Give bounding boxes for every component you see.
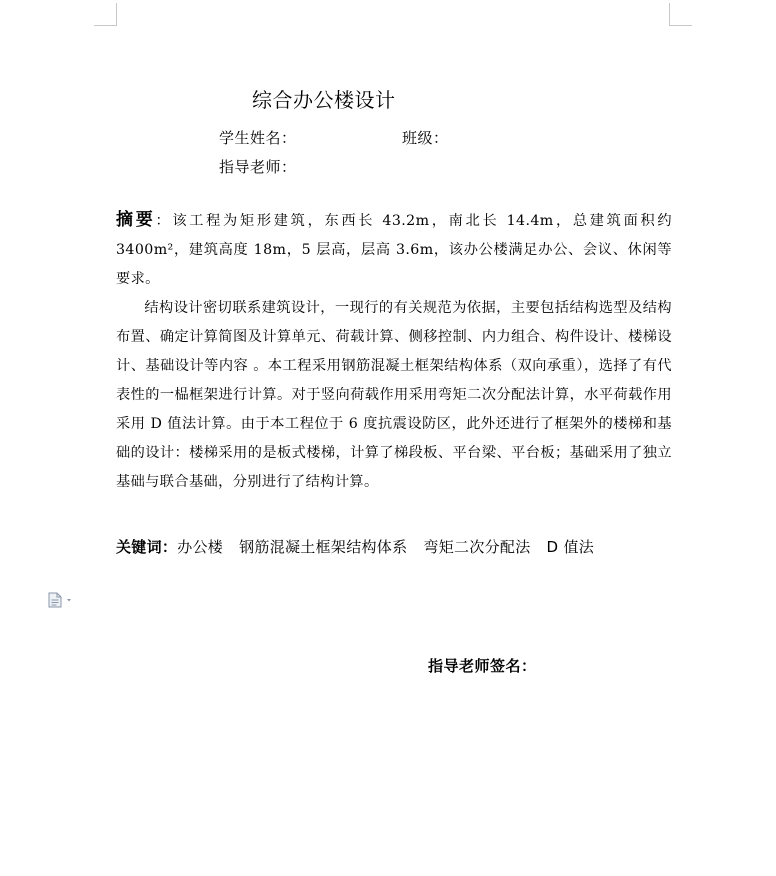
document-icon[interactable]	[48, 592, 76, 608]
keywords-line	[116, 536, 610, 557]
crop-mark-top-left	[94, 3, 117, 26]
keyword-item: D 值法	[546, 538, 595, 556]
crop-mark-top-right	[669, 3, 692, 26]
abstract-heading: 摘要	[116, 210, 156, 230]
class-label: 班级：	[402, 129, 449, 147]
abstract-paragraph-2: 结构设计密切联系建筑设计，一现行的有关规范为依据，主要包括结构选型及结构布置、确定计算简图及计算单元、荷载计算、侧移控制、内力组合、构件设计、楼梯设计、基础设计等内容 。本工程采用钢筋混凝土框架结构体系（双向承重），选择了有代表性的一榀框架进行计算。对于竖向荷载作用采用弯矩二次分配法计算，水平荷载作用采用 D 值法计算。由于本工程位于 6 度抗震设防区，此外还进行了框架外的楼梯和基础的设计：楼梯采用的是板式楼梯，计算了梯段板、平台梁、平台板；基础采用了独立基础与联合基础，分别进行了结构计算。	[116, 300, 672, 490]
keywords-label: 关键词：	[116, 538, 178, 556]
keyword-item: 钢筋混凝土框架结构体系	[239, 538, 408, 556]
document-icon-graphic	[48, 592, 76, 608]
keyword-item: 办公楼	[177, 538, 224, 556]
advisor-signature-label: 指导老师签名：	[428, 657, 537, 675]
document-title: 综合办公楼设计	[252, 88, 396, 112]
keyword-item: 弯矩二次分配法	[423, 538, 531, 556]
abstract-paragraph-1	[116, 206, 672, 294]
student-name-label: 学生姓名：	[219, 129, 297, 147]
abstract-text-1: ：该工程为矩形建筑，东西长 43.2m，南北长 14.4m，总建筑面积约 3400m²，建筑高度 18m，5 层高，层高 3.6m，该办公楼满足办公、会议、休闲等要求。	[116, 213, 672, 287]
advisor-label: 指导老师：	[219, 158, 297, 176]
abstract	[116, 206, 672, 497]
